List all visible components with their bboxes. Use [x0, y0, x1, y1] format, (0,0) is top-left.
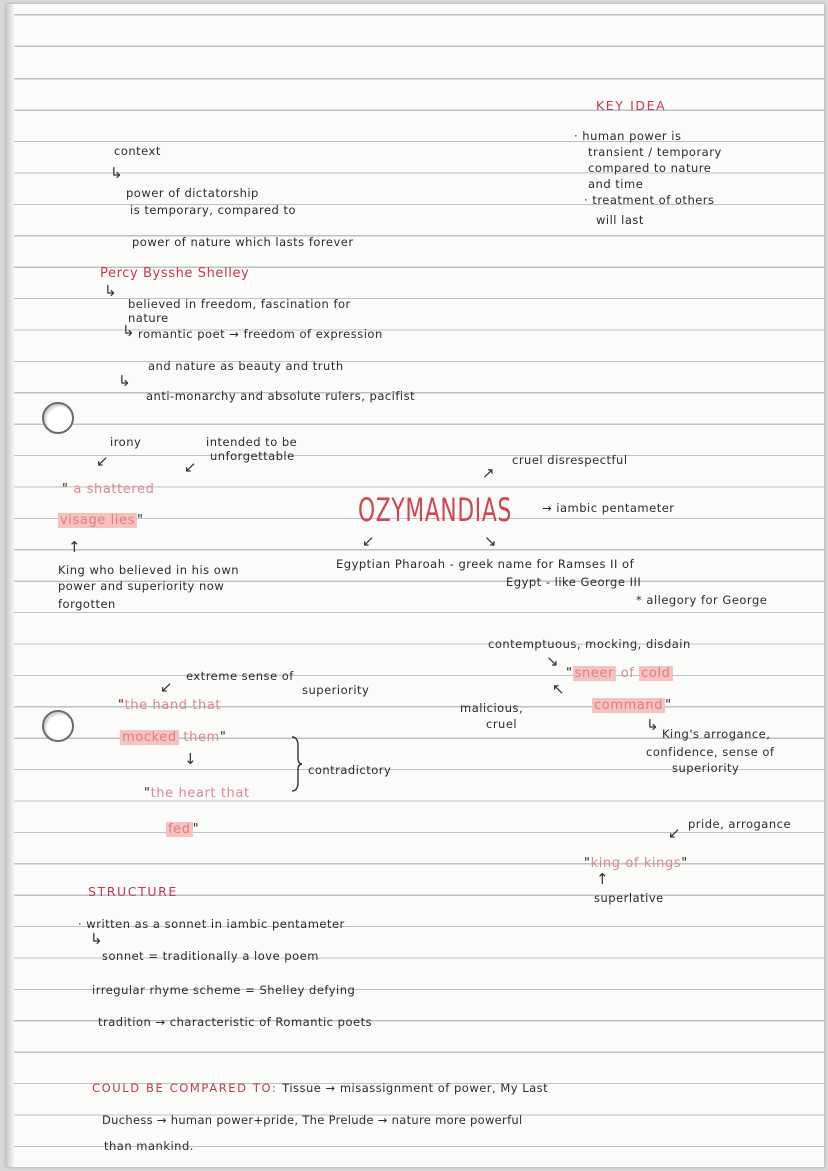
poet-line: believed in freedom, fascination for: [128, 297, 351, 311]
context-line: is temporary, compared to: [130, 203, 297, 217]
quote-mark: ": [681, 856, 688, 871]
quote-mark: ": [219, 730, 227, 745]
context-line: power of dictatorship: [126, 186, 259, 200]
quote-highlight: fed: [168, 822, 191, 837]
punch-hole-top: [42, 402, 74, 434]
poet-arrow-icon: ↳: [118, 372, 131, 390]
quote-word: kings: [643, 856, 682, 871]
context-label: context: [114, 144, 161, 158]
quote-mark: ": [137, 513, 144, 528]
quote-word: them: [183, 730, 220, 745]
quote-word: that: [192, 698, 222, 713]
quote-highlight: mocked: [122, 730, 177, 745]
contempt-note: contemptuous, mocking, disdain: [488, 637, 691, 651]
key-idea-line: will last: [596, 213, 644, 227]
mocked-arrow-icon: ↓: [184, 750, 197, 768]
king-note-line: forgotten: [58, 597, 116, 611]
structure-heading: STRUCTURE: [88, 884, 178, 899]
structure-arrow-icon: ↳: [90, 930, 103, 948]
quote-mark: ": [566, 666, 573, 681]
poet-line: and nature as beauty and truth: [148, 359, 344, 373]
quote-word: the hand: [124, 698, 188, 713]
compare-heading: COULD BE COMPARED TO:: [92, 1081, 278, 1095]
key-idea-line: transient / temporary: [588, 145, 722, 159]
extreme-note: superiority: [302, 683, 370, 697]
quote-mark: ": [192, 822, 200, 837]
poet-line: romantic poet → freedom of expression: [138, 327, 383, 341]
king-note-line: power and superiority now: [58, 579, 225, 593]
intended-note: intended to be: [206, 435, 298, 449]
compare-text: Duchess → human power+pride, The Prelude → nature more powerful: [102, 1113, 523, 1127]
superlative-note: superlative: [594, 891, 664, 905]
compare-text: Tissue → misassignment of power, My Last: [282, 1081, 549, 1095]
context-arrow-icon: ↳: [110, 164, 123, 182]
extreme-note: extreme sense of: [186, 669, 294, 683]
quote-sneer: [566, 666, 673, 682]
poet-line: anti-monarchy and absolute rulers, pacifist: [146, 389, 416, 403]
key-idea-line: compared to nature: [588, 161, 712, 175]
key-idea-heading: KEY IDEA: [596, 98, 667, 113]
structure-line: tradition → characteristic of Romantic poets: [98, 1015, 373, 1029]
poet-name: Percy Bysshe Shelley: [100, 266, 250, 281]
egypt-arrow-icon: ↘: [484, 532, 497, 550]
king-note-arrow-icon: ↑: [68, 538, 81, 556]
quote-mocked: [120, 730, 226, 746]
arrogance-note: King's arrogance,: [662, 727, 771, 741]
malicious-arrow-icon: ↖: [552, 680, 565, 698]
egypt-arrow-icon: ↙: [362, 532, 375, 550]
quote-mark: ": [144, 786, 151, 801]
quote-highlight: visage lies: [60, 513, 136, 528]
key-idea-line: · treatment of others: [584, 193, 715, 207]
arrogance-arrow-icon: ↳: [646, 716, 659, 734]
arrogance-note: confidence, sense of: [646, 745, 775, 759]
key-idea-line: and time: [588, 177, 644, 191]
compare-text: than mankind.: [104, 1139, 194, 1153]
quote-word: a shattered: [73, 482, 155, 497]
key-idea-line: · human power is: [574, 129, 682, 143]
punch-hole-bottom: [42, 710, 74, 742]
allegory-note: * allegory for George: [636, 593, 768, 607]
egypt-note-line: Egyptian Pharoah - greek name for Ramses II of: [336, 557, 635, 571]
notebook-page: [6, 4, 824, 1167]
poem-title: OZYMANDIAS: [358, 491, 512, 529]
pride-note: pride, arrogance: [688, 817, 792, 831]
quote-mark: ": [584, 856, 591, 871]
poet-arrow-icon: ↳: [122, 322, 135, 340]
malicious-note: cruel: [486, 717, 518, 731]
quote-shattered: [62, 482, 155, 498]
page-left-edge: [6, 4, 14, 1167]
quote-highlight: command: [594, 698, 664, 713]
quote-word: the heart: [150, 786, 217, 801]
quote-command: [592, 698, 672, 714]
cruel-arrow-icon: ↗: [482, 464, 495, 482]
pride-arrow-icon: ↙: [668, 824, 681, 842]
quote-word: of: [620, 666, 635, 681]
quote-word: that: [220, 786, 250, 801]
structure-line: irregular rhyme scheme = Shelley defying: [92, 983, 356, 997]
irony-arrow-icon: ↙: [96, 452, 109, 470]
context-line: power of nature which lasts forever: [132, 235, 354, 249]
contempt-arrow-icon: ↘: [546, 652, 559, 670]
quote-visage: [58, 513, 144, 529]
quote-highlight: sneer: [574, 666, 614, 681]
extreme-arrow-icon: ↙: [160, 678, 173, 696]
irony-label: irony: [110, 435, 142, 449]
structure-line: · written as a sonnet in iambic pentameter: [78, 917, 345, 931]
compare-line: [92, 1080, 548, 1097]
superlative-arrow-icon: ↑: [596, 870, 609, 888]
structure-line: sonnet = traditionally a love poem: [102, 949, 319, 963]
arrogance-note: superiority: [672, 761, 740, 775]
contradictory-note: contradictory: [308, 763, 392, 777]
king-note-line: King who believed in his own: [58, 563, 240, 577]
quote-hand: [118, 698, 221, 714]
iambic-note: → iambic pentameter: [542, 501, 675, 515]
quote-mark: ": [665, 698, 672, 713]
quote-word: king: [590, 856, 621, 871]
malicious-note: malicious,: [460, 701, 524, 715]
contradictory-bracket-icon: [288, 734, 304, 794]
intended-arrow-icon: ↙: [184, 458, 197, 476]
unforgettable-note: unforgettable: [210, 449, 295, 463]
cruel-note: cruel disrespectful: [512, 453, 628, 467]
quote-mark: ": [62, 482, 69, 497]
quote-heart: [144, 786, 250, 802]
quote-mark: ": [118, 698, 125, 713]
poet-arrow-icon: ↳: [104, 282, 117, 300]
poet-line: nature: [128, 311, 169, 325]
quote-fed: [166, 822, 199, 838]
egypt-note-line: Egypt - like George III: [506, 575, 642, 589]
quote-word: of: [625, 856, 640, 871]
quote-highlight: cold: [641, 666, 671, 681]
